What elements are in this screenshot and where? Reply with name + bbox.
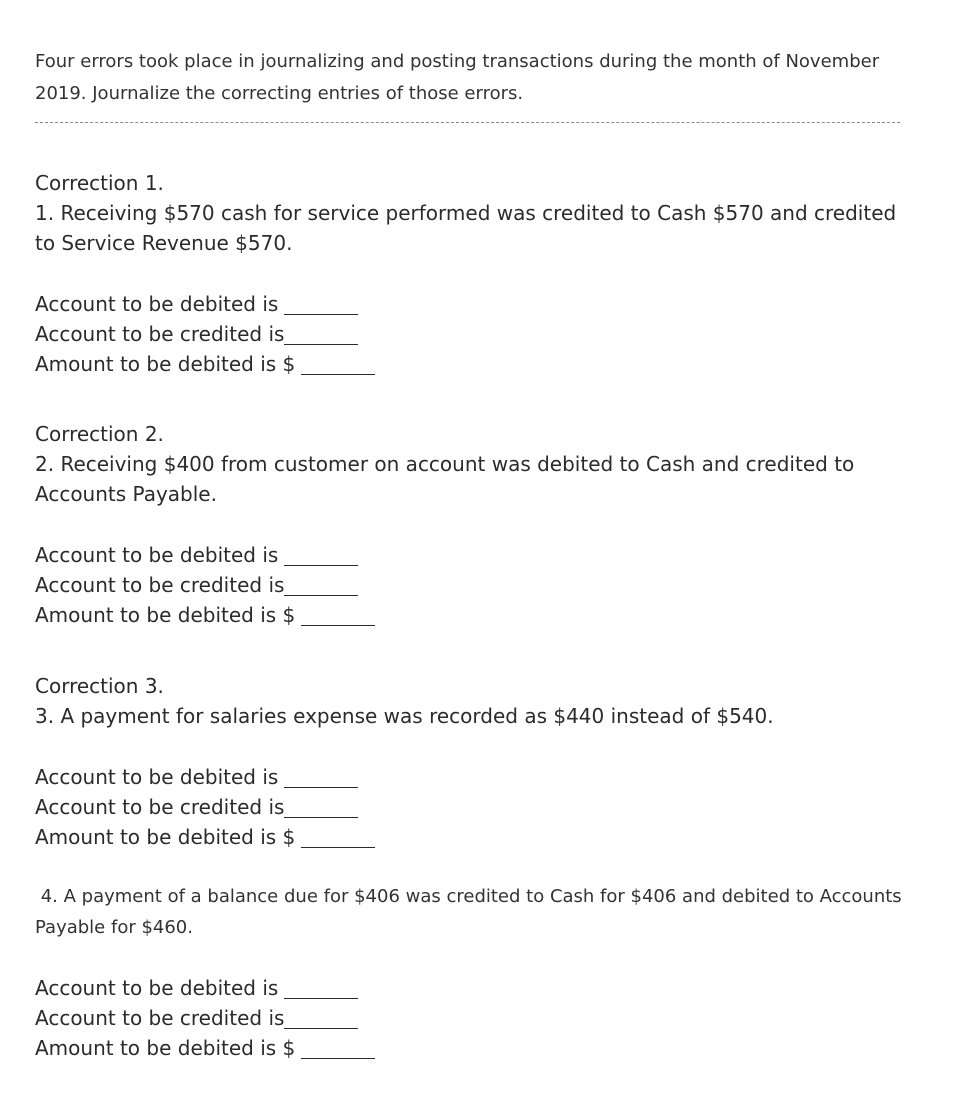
debit-account-label: Account to be debited is (35, 976, 279, 1000)
debit-account-label: Account to be debited is (35, 292, 279, 316)
amount-label: Amount to be debited is $ (35, 603, 296, 627)
amount-blank[interactable] (301, 625, 375, 626)
credit-account-blank[interactable] (284, 1028, 358, 1029)
correction-3-heading: Correction 3. (35, 674, 164, 698)
correction-2 (35, 419, 915, 630)
debit-account-row (35, 762, 915, 792)
debit-account-blank[interactable] (284, 314, 358, 315)
correction-2-heading: Correction 2. (35, 422, 164, 446)
debit-account-label: Account to be debited is (35, 543, 279, 567)
credit-account-label: Account to be credited is (35, 1006, 285, 1030)
credit-account-label: Account to be credited is (35, 322, 285, 346)
debit-account-label: Account to be debited is (35, 765, 279, 789)
amount-label: Amount to be debited is $ (35, 352, 296, 376)
credit-account-label: Account to be credited is (35, 795, 285, 819)
amount-blank[interactable] (301, 374, 375, 375)
credit-account-blank[interactable] (284, 817, 358, 818)
debit-account-blank[interactable] (284, 998, 358, 999)
correction-4-fields (35, 973, 915, 1063)
credit-account-row (35, 792, 915, 822)
credit-account-row (35, 1003, 915, 1033)
credit-account-row (35, 570, 915, 600)
debit-account-blank[interactable] (284, 565, 358, 566)
credit-account-blank[interactable] (284, 595, 358, 596)
correction-2-description: 2. Receiving $400 from customer on account was debited to Cash and credited to Accounts Payable. (35, 452, 855, 506)
credit-account-blank[interactable] (284, 344, 358, 345)
amount-blank[interactable] (301, 1058, 375, 1059)
debit-account-row (35, 973, 915, 1003)
amount-row (35, 822, 915, 852)
dashed-divider (35, 122, 900, 123)
credit-account-row (35, 319, 915, 349)
amount-label: Amount to be debited is $ (35, 825, 296, 849)
correction-4 (35, 881, 915, 1063)
correction-1-fields (35, 289, 915, 379)
amount-row (35, 1033, 915, 1063)
correction-2-fields (35, 540, 915, 630)
correction-1 (35, 168, 915, 379)
intro-paragraph: Four errors took place in journalizing and posting transactions during the month of November 2019. Journalize the correcting entries of those errors. (35, 51, 880, 104)
credit-account-label: Account to be credited is (35, 573, 285, 597)
correction-1-heading: Correction 1. (35, 171, 164, 195)
amount-row (35, 349, 915, 379)
correction-1-description: 1. Receiving $570 cash for service performed was credited to Cash $570 and credited to Service Revenue $570. (35, 201, 897, 255)
correction-4-description: 4. A payment of a balance due for $406 was credited to Cash for $406 and debited to Accounts Payable for $460. (35, 886, 908, 938)
correction-3 (35, 671, 915, 852)
correction-3-description: 3. A payment for salaries expense was recorded as $440 instead of $540. (35, 704, 774, 728)
debit-account-row (35, 540, 915, 570)
amount-row (35, 600, 915, 630)
debit-account-blank[interactable] (284, 787, 358, 788)
amount-label: Amount to be debited is $ (35, 1036, 296, 1060)
debit-account-row (35, 289, 915, 319)
amount-blank[interactable] (301, 847, 375, 848)
correction-3-fields (35, 762, 915, 852)
